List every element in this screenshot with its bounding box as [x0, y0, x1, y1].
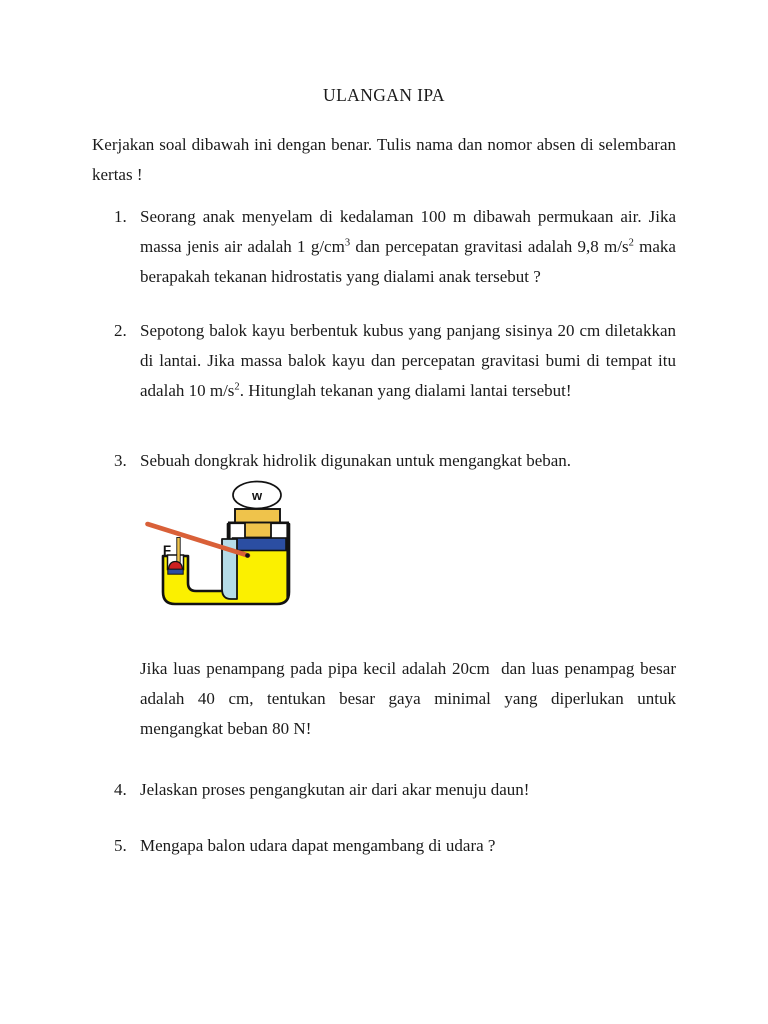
- question-2-text: Sepotong balok kayu berbentuk kubus yang panjang sisinya 20 cm diletakkan di lantai. Jika massa balok kayu dan percepatan gravitasi bumi di tempat itu adalah 10 $m/s^2$. Hitunglah tekanan yang dialami lantai tersebut!: [140, 321, 676, 400]
- question-2: [92, 316, 676, 406]
- question-2-number: 2.: [114, 321, 127, 340]
- question-4-number: 4.: [114, 780, 127, 799]
- page-title: ULANGAN IPA: [323, 85, 445, 105]
- question-5-text: Mengapa balon udara dapat mengambang di udara ?: [140, 836, 496, 855]
- force-rod: [177, 538, 180, 563]
- question-1: [92, 202, 676, 292]
- lever-pivot-dot: [245, 553, 250, 558]
- plunger-stem: [245, 522, 271, 538]
- question-3-text: Sebuah dongkrak hidrolik digunakan untuk mengangkat beban.: [140, 451, 572, 470]
- question-3-followup-text: Jika luas penampang pada pipa kecil adalah 20cm dan luas penampag besar adalah 40 cm, tentukan besar gaya minimal yang diperlukan untuk mengangkat beban 80 N!: [140, 659, 676, 738]
- force-label: F: [162, 543, 172, 558]
- question-3-number: 3.: [114, 451, 127, 470]
- plunger-flange: [235, 509, 280, 523]
- small-piston-dome: [169, 562, 183, 570]
- intro-paragraph: Kerjakan soal dibawah ini dengan benar. Tulis nama dan nomor absen di selembaran kertas !: [92, 135, 676, 184]
- question-5-number: 5.: [114, 836, 127, 855]
- large-piston: [233, 538, 287, 551]
- question-4-text: Jelaskan proses pengangkutan air dari akar menuju daun!: [140, 780, 530, 799]
- question-5: [92, 831, 676, 861]
- load-label: w: [251, 488, 263, 503]
- question-1-number: 1.: [114, 207, 127, 226]
- question-4: [92, 775, 676, 805]
- small-piston: [168, 569, 183, 574]
- hydraulic-jack-diagram: [145, 476, 305, 611]
- question-1-text: Seorang anak menyelam di kedalaman 100 m dibawah permukaan air. Jika massa jenis air adalah 1 $g/cm^3$ dan percepatan gravitasi adalah 9,8 $m/s^2$ maka berapakah tekanan hidrostatis yang dialami anak tersebut ?: [140, 207, 676, 286]
- question-3: [92, 446, 676, 744]
- hydraulic-jack-figure: [145, 476, 305, 611]
